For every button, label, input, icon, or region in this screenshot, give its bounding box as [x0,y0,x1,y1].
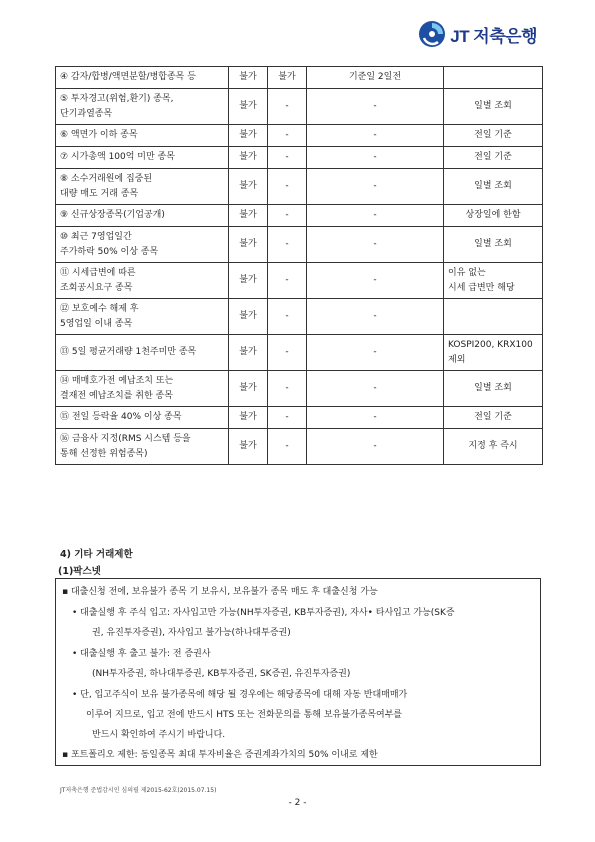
restriction-item-line: ⑯ 금융사 지정(RMS 시스템 등을 [60,433,191,444]
cell-col4: - [307,227,444,263]
cell-col4: 기준일 2일전 [307,67,444,89]
cell-note [444,371,543,407]
cell-note [444,169,543,205]
bullet-portfolio-limit: ▪ 포트폴리오 제한: 동일종목 최대 투자비율은 증권계좌가치의 50% 이내로 제한 [62,750,378,760]
restriction-item-line: ⑤ 투자경고(위험,환기) 종목, [60,93,174,104]
cell-col4: - [307,89,444,125]
note-line: 일별 조회 [474,101,512,111]
restriction-item [56,67,229,89]
cell-col3: - [268,407,307,429]
cell-note [444,263,543,299]
table-row [56,335,543,371]
sub-bullet-withdrawal: • 대출실행 후 출고 불가: 전 증권사 [72,649,211,659]
page-number: - 2 - [288,798,307,808]
cell-note [444,67,543,89]
table-row [56,429,543,465]
cell-col3: - [268,299,307,335]
cell-note [444,125,543,147]
cell-col4: - [307,263,444,299]
sub-bullet-auto-sell-cont1: 이루어 지므로, 입고 전에 반드시 HTS 또는 전화문의를 통해 보유불가종목여부를 [86,710,403,720]
restriction-item [56,89,229,125]
restriction-item [56,299,229,335]
cell-note [444,429,543,465]
cell-col4: - [307,125,444,147]
note-line: KOSPI200, KRX100 [448,339,533,350]
restriction-item [56,429,229,465]
note-line: 제외 [448,354,466,365]
cell-note [444,89,543,125]
cell-col3: 불가 [268,67,307,89]
cell-col4: - [307,429,444,465]
cell-col3: - [268,125,307,147]
sub-bullet-withdrawal-cont: (NH투자증권, 하나대투증권, KB투자증권, SK증권, 유진투자증권) [92,669,351,679]
logo-text: JT 저축은행 [450,26,537,46]
cell-col3: - [268,335,307,371]
sub-bullet-stock-deposit-cont: 권, 유진투자증권), 자사입고 불가능(하나대투증권) [92,628,291,638]
brand-logo [418,20,537,48]
cell-col4: - [307,335,444,371]
sub-bullet-stock-deposit: • 대출실행 후 주식 입고: 자사입고만 가능(NH투자증권, KB투자증권), 자사• 타사입고 가능(SK증 [72,608,455,618]
restriction-item-line: ⑦ 시가총액 100억 미만 종목 [60,152,175,162]
cell-col3: - [268,227,307,263]
restriction-item-line: ⑭ 매매호가전 예납조치 또는 [60,375,174,386]
restriction-item [56,335,229,371]
cell-note [444,335,543,371]
cell-col4: - [307,147,444,169]
cell-col3: - [268,429,307,465]
restriction-item-line: ⑬ 5일 평균거래량 1천주미만 종목 [60,347,197,357]
subsection-title: (1)팍스넷 [58,566,101,577]
restriction-item [56,371,229,407]
cell-col2: 불가 [229,407,268,429]
restriction-item-line: ⑩ 최근 7영업일간 [60,231,132,242]
note-line: 이유 없는 [448,267,486,278]
cell-note [444,205,543,227]
sub-bullet-auto-sell-cont2: 반드시 확인하여 주시기 바랍니다. [92,730,226,740]
restriction-item [56,227,229,263]
cell-col4: - [307,407,444,429]
table-row [56,227,543,263]
cell-col2: 불가 [229,299,268,335]
cell-note [444,147,543,169]
section-title: 4) 기타 거래제한 [60,549,133,560]
cell-col3: - [268,371,307,407]
restriction-item-line: ⑧ 소수거래원에 집중된 [60,173,153,184]
cell-col4: - [307,169,444,205]
sub-bullet-auto-sell: • 단, 입고주식이 보유 불가종목에 해당 될 경우에는 해당종목에 대해 자동 반대매매가 [72,690,408,700]
restriction-item [56,407,229,429]
restriction-item-line: ⑪ 시세급변에 따른 [60,267,136,278]
note-line: 일별 조회 [474,239,512,249]
note-line: 시세 급변만 해당 [448,282,515,293]
cell-col2: 불가 [229,67,268,89]
cell-col4: - [307,299,444,335]
note-line: 전일 기준 [474,152,512,162]
restriction-item-line: 단기과열종목 [60,108,113,119]
cell-col3: - [268,147,307,169]
table-row [56,125,543,147]
restriction-item-line: ④ 감자/합병/액면분할/병합종목 등 [60,72,196,82]
note-line: 지정 후 즉시 [468,441,518,451]
cell-col2: 불가 [229,263,268,299]
paxnet-restriction-box [55,578,541,766]
restriction-item [56,147,229,169]
cell-col2: 불가 [229,335,268,371]
table-row [56,169,543,205]
cell-note [444,227,543,263]
restriction-item-line: ⑥ 액면가 이하 종목 [60,130,138,140]
bullet-loan-application: ▪ 대출신청 전에, 보유불가 종목 기 보유시, 보유불가 종목 매도 후 대출신청 가능 [62,587,378,597]
restriction-item-line: 대량 매도 거래 종목 [60,188,139,199]
table-row [56,89,543,125]
table-row [56,299,543,335]
cell-col2: 불가 [229,169,268,205]
jt-logo-icon [418,20,446,48]
restriction-item-line: ⑨ 신규상장종목(기업공개) [60,210,165,220]
table-row [56,371,543,407]
restriction-item [56,125,229,147]
cell-col3: - [268,263,307,299]
cell-col4: - [307,371,444,407]
cell-note [444,299,543,335]
table-row [56,67,543,89]
restriction-item [56,205,229,227]
table-row [56,205,543,227]
note-line: 전일 기준 [474,412,512,422]
cell-col2: 불가 [229,371,268,407]
restriction-item-line: 조회공시요구 종목 [60,282,133,293]
cell-col3: - [268,205,307,227]
cell-col2: 불가 [229,147,268,169]
restriction-item-line: 결재전 예납조치를 취한 종목 [60,390,173,401]
restriction-item [56,263,229,299]
restriction-item-line: ⑫ 보호예수 해제 후 [60,303,139,314]
cell-col3: - [268,169,307,205]
table-row [56,263,543,299]
cell-col2: 불가 [229,227,268,263]
cell-col3: - [268,89,307,125]
compliance-note: JT저축은행 준법감시인 심의필 제2015-62호(2015.07.15) [60,787,217,794]
cell-col2: 불가 [229,125,268,147]
restriction-item [56,169,229,205]
restriction-item-line: 주가하락 50% 이상 종목 [60,246,159,257]
table-row [56,147,543,169]
cell-col2: 불가 [229,429,268,465]
restriction-item-line: ⑮ 전일 등락율 40% 이상 종목 [60,412,182,422]
restriction-item-line: 5영업일 이내 종목 [60,318,133,329]
restriction-item-line: 통해 선정한 위험종목) [60,448,148,459]
note-line: 일별 조회 [474,181,512,191]
cell-col2: 불가 [229,205,268,227]
cell-col4: - [307,205,444,227]
note-line: 일별 조회 [474,383,512,393]
note-line: 상장일에 한함 [465,210,521,220]
restriction-table [55,66,543,465]
note-line: 전일 기준 [474,130,512,140]
cell-col2: 불가 [229,89,268,125]
table-row [56,407,543,429]
cell-note [444,407,543,429]
